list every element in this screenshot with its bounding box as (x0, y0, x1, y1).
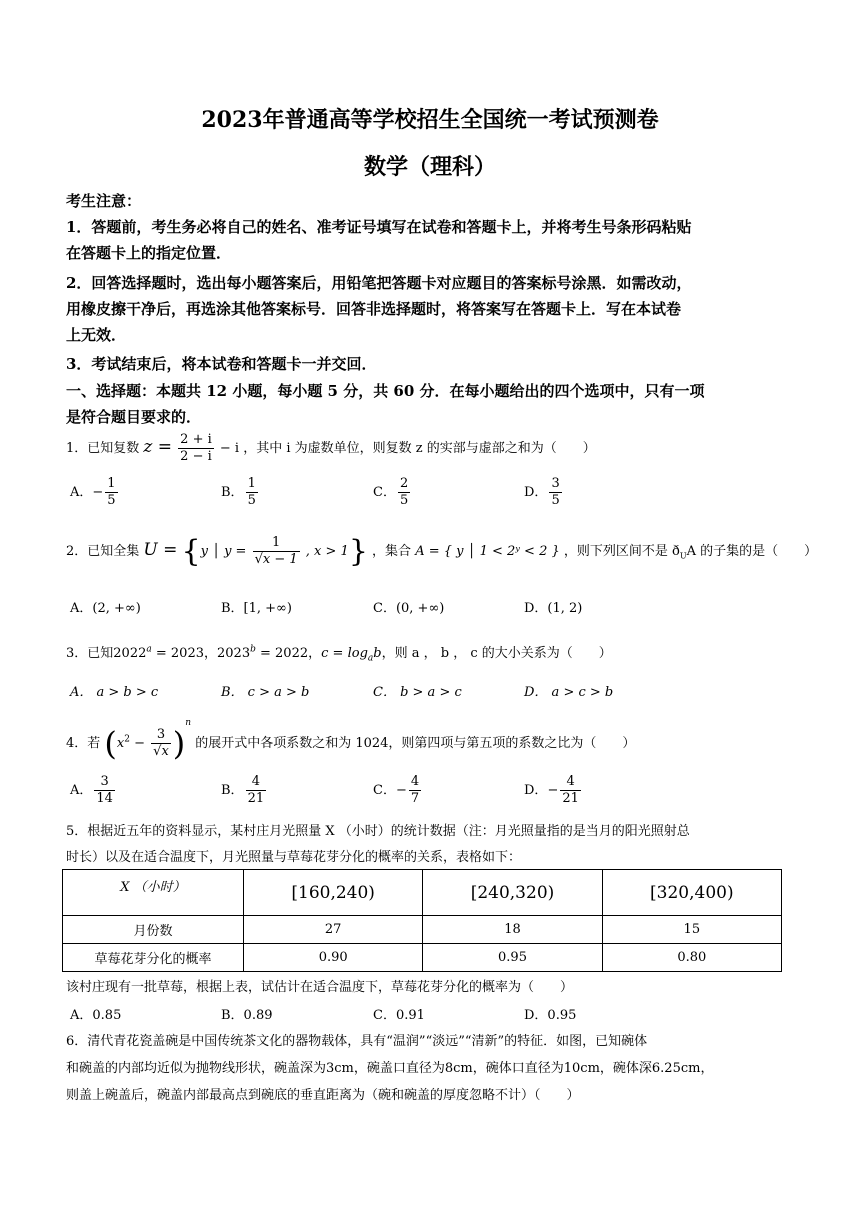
q2-set-u-lhs: U = (143, 540, 178, 560)
q1-c-den: 5 (399, 493, 409, 508)
notice-item1-line1: 1．答题前，考生务必将自己的姓名、准考证号填写在试卷和答题卡上，并将考生号条形码粘贴 (66, 218, 692, 236)
q4-b-den: 21 (247, 791, 265, 806)
q1-a-label: A． (70, 485, 93, 500)
q1-d-label: D． (524, 485, 548, 500)
notice-item3: 3．考试结束后，将本试卷和答题卡一并交回． (66, 355, 377, 373)
q2-suffix-sub: U (679, 551, 687, 561)
q2-mid: ，集合 (372, 544, 412, 559)
q4-a-num: 3 (94, 774, 115, 791)
notice-item2-line3: 上无效． (66, 326, 127, 344)
q4-a-frac (94, 774, 115, 807)
q4-c-label: C． (373, 783, 396, 798)
table-row (63, 916, 782, 944)
q5-line1: 5．根据近五年的资料显示，某村庄月光照量 X （小时）的统计数据（注：月光照量指的是当月的阳光照射总 (66, 824, 690, 839)
q5-option-a: A．0.85 (70, 1008, 122, 1023)
q4-suffix: 的展开式中各项系数之和为 1024，则第四项与第五项的系数之比为（ ） (195, 736, 636, 751)
q5-line2: 时长）以及在适合温度下，月光照量与草莓花芽分化的概率的关系，表格如下： (66, 850, 522, 865)
q6-line1: 6．清代青花瓷盖碗是中国传统茶文化的器物载体，具有“温润”“淡远”“清新”的特征．如图，已知碗体 (66, 1034, 648, 1049)
q3-eq3-sub: a (367, 653, 374, 664)
q3-option-c: C． b > a > c (373, 685, 462, 700)
table-row1-label: 月份数 (63, 916, 244, 944)
q2-option-b: B．[1, +∞) (221, 601, 292, 616)
q1-d-den: 5 (551, 493, 560, 508)
q1-b-label: B． (221, 485, 244, 500)
q1-b-num: 1 (247, 476, 256, 491)
table-header-col1: [160,240) (244, 870, 423, 916)
q1-tail: − i (219, 441, 240, 456)
q4-frac-den: √x (153, 744, 169, 759)
q4-prefix: 4．若 (66, 736, 101, 751)
table-header-label: X （小时） (63, 870, 244, 916)
q1-frac-num: 2 + i (180, 432, 212, 447)
q4-option-c (373, 774, 423, 807)
table-row2-label: 草莓花芽分化的概率 (63, 944, 244, 972)
q3-eq1-rhs: = 2023 (151, 646, 204, 661)
q2-frac-den: √x − 1 (254, 552, 298, 567)
q4-d-num: 4 (560, 774, 581, 791)
q4-c-den: 7 (410, 791, 420, 806)
q1-option-b (221, 476, 260, 509)
q1-c-frac (398, 476, 410, 509)
q4-b-frac (246, 774, 267, 807)
q3-eq2-rhs: = 2022 (255, 646, 309, 661)
q3-eq3-tail: b (373, 646, 382, 661)
q4-right-paren: ) (172, 724, 186, 763)
q1-option-d (524, 476, 564, 509)
q4-base-x: x (116, 736, 125, 751)
q5-option-b: B．0.89 (221, 1008, 273, 1023)
table-row (63, 944, 782, 972)
table-cell: 0.95 (423, 944, 602, 972)
q3-sep2: ， (308, 646, 322, 661)
q1-lhs: z = (143, 437, 173, 457)
q5-after: 该村庄现有一批草莓，根据上表，试估计在适合温度下，草莓花芽分化的概率为（ ） (66, 980, 574, 995)
q1-prefix: 1．已知复数 (66, 441, 140, 456)
q1-a-num: 1 (107, 476, 116, 491)
q1-c-label: C． (373, 485, 396, 500)
q3-eq2-base: 2023 (217, 646, 251, 661)
q4-a-label: A． (70, 783, 93, 798)
q2-frac-num: 1 (253, 535, 300, 552)
table-cell: 15 (602, 916, 781, 944)
q4-d-frac (560, 774, 581, 807)
q2-suffix: ，则下列区间不是 ð (563, 544, 680, 559)
q3-text-a: 3．已知 (66, 646, 114, 661)
q4-outer-exp: n (185, 718, 192, 728)
q1-d-num: 3 (551, 476, 560, 491)
q1-d-frac (549, 476, 561, 509)
notice-heading: 考生注意： (66, 192, 142, 210)
q1-b-den: 5 (247, 493, 256, 508)
q1-a-frac (105, 476, 117, 509)
exam-subtitle: 数学（理科） (363, 154, 496, 180)
q1-suffix: ，其中 i 为虚数单位，则复数 z 的实部与虚部之和为（ ） (243, 441, 596, 456)
q4-d-den: 21 (562, 791, 579, 806)
q4-b-num: 4 (246, 774, 267, 791)
q5-option-c: C．0.91 (373, 1008, 425, 1023)
q3-sep1: ， (204, 646, 218, 661)
q2-set-u-right: , x > 1 (305, 544, 349, 559)
q3-text-b: ，则 a ， b ， c 的大小关系为（ ） (381, 646, 612, 661)
q1-a-den: 5 (107, 493, 116, 508)
exam-title: 2023年普通高等学校招生全国统一考试预测卷 (201, 107, 659, 133)
q2-right-brace: } (348, 534, 368, 569)
question-3 (66, 642, 612, 664)
q2-prefix: 2．已知全集 (66, 544, 140, 559)
q4-option-d (524, 774, 583, 807)
q1-option-a (70, 476, 120, 509)
q4-c-num: 4 (410, 774, 420, 789)
q3-eq1-exp: a (146, 644, 152, 655)
q2-set-a: A = { y │ 1 < 2ʸ < 2 } (415, 544, 560, 559)
q4-left-paren: ( (104, 724, 117, 763)
question-2 (66, 534, 817, 569)
q2-set-u-left: y │ y = (200, 544, 247, 559)
q3-eq1-base: 2022 (113, 646, 147, 661)
q6-line3: 则盖上碗盖后，碗盖内部最高点到碗底的垂直距离为（碗和碗盖的厚度忽略不计）（ ） (66, 1088, 580, 1103)
table-cell: 27 (244, 916, 423, 944)
q5-table (62, 869, 782, 972)
notice-item1-line2: 在答题卡上的指定位置． (66, 244, 232, 262)
question-4 (66, 718, 635, 763)
q4-base-x-exp: 2 (124, 734, 130, 745)
q4-fraction (151, 727, 171, 760)
table-cell: 0.90 (244, 944, 423, 972)
q2-option-d: D．(1, 2) (524, 601, 583, 616)
q3-option-b: B． c > a > b (221, 685, 310, 700)
q4-b-label: B． (221, 783, 244, 798)
q1-frac-den: 2 − i (180, 449, 212, 464)
notice-item2-line1: 2．回答选择题时，选出每小题答案后，用铅笔把答题卡对应题目的答案标号涂黑．如需改动， (66, 274, 692, 292)
table-row (63, 870, 782, 916)
question-1 (66, 432, 596, 465)
q3-option-d: D． a > c > b (524, 685, 614, 700)
table-header-col2: [240,320) (423, 870, 602, 916)
q4-c-frac (409, 774, 421, 807)
section1-line1: 一、选择题：本题共 12 小题，每小题 5 分，共 60 分．在每小题给出的四个选项中，只有一项 (66, 382, 705, 400)
q4-d-label: D． (524, 783, 548, 798)
section1-line2: 是符合题目要求的． (66, 408, 202, 426)
q6-line2: 和碗盖的内部均近似为抛物线形状，碗盖深为3cm，碗盖口直径为8cm，碗体口直径为10cm，碗体深6.25cm， (66, 1061, 714, 1076)
q4-option-a (70, 774, 117, 807)
q3-option-a: A． a > b > c (70, 685, 159, 700)
q4-minus: − (129, 736, 150, 751)
q1-a-sign: − (92, 485, 104, 500)
q4-a-den: 14 (96, 791, 113, 806)
q2-suffix2: A 的子集的是（ ） (686, 544, 818, 559)
q3-eq3: c = log (321, 646, 368, 661)
q2-option-c: C．(0, +∞) (373, 601, 445, 616)
q3-eq2-exp: b (250, 644, 256, 655)
notice-item2-line2: 用橡皮擦干净后，再选涂其他答案标号．回答非选择题时，将答案写在答题卡上．写在本试卷 (66, 300, 682, 318)
q5-option-d: D．0.95 (524, 1008, 577, 1023)
q2-option-a: A．(2, +∞) (70, 601, 141, 616)
table-cell: 18 (423, 916, 602, 944)
q4-c-sign: − (395, 783, 407, 798)
q4-option-b (221, 774, 268, 807)
q2-fraction (253, 535, 300, 568)
table-header-col3: [320,400) (602, 870, 781, 916)
table-cell: 0.80 (602, 944, 781, 972)
q1-c-num: 2 (399, 476, 409, 491)
q1-b-frac (246, 476, 258, 509)
q1-option-c (373, 476, 412, 509)
q1-fraction (178, 432, 214, 465)
q4-frac-num: 3 (151, 727, 171, 744)
q2-left-brace: { (181, 534, 201, 569)
q4-d-sign: − (547, 783, 559, 798)
